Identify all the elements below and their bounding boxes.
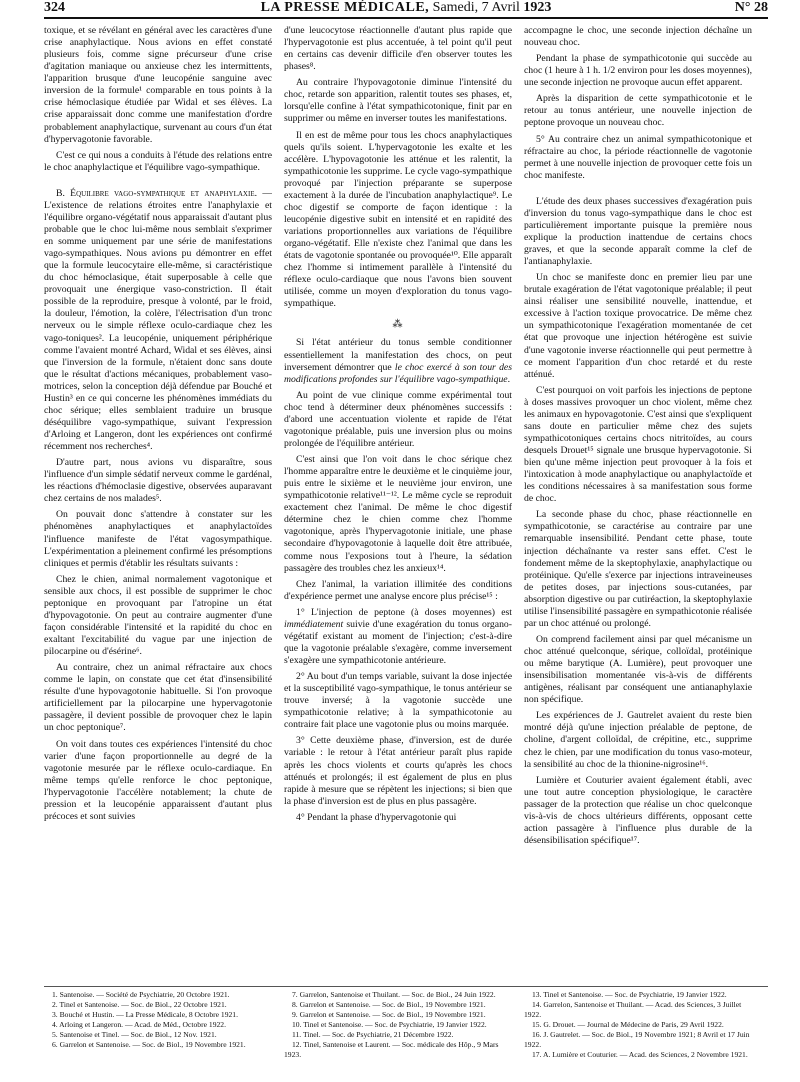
footnote: 3. Bouché et Hustin. — La Presse Médicale, 8 Octobre 1921.	[52, 1010, 239, 1019]
paragraph: 2° Au bout d'un temps variable, suivant la dose injectée et la susceptibilité vago-sympathique, le tonus antérieur se trouve inversé; à la vagotonie succède une sympathicotonie relative; à la sympathicotonie au contraire fait place une vagotonie plus ou moins marquée.	[284, 671, 512, 731]
footnote: 14. Garrelon, Santenoise et Thuilant. — Acad. des Sciences, 3 Juillet 1922.	[524, 1000, 742, 1019]
text-column-3	[524, 25, 752, 985]
footnote: 1. Santenoise. — Société de Psychiatrie, 20 Octobre 1921.	[52, 990, 230, 999]
text-column-1	[44, 25, 272, 985]
page-number: 324	[44, 0, 65, 15]
paragraph: On comprend facilement ainsi par quel mécanisme un choc atténué quelconque, sérique, colloïdal, protéinique ou même barytique (A. Lumière), peut provoquer une insensibilisation momentanée vis-à-vis de différents antigènes, réalisant par conséquent une antianaphylaxie non spécifique.	[524, 633, 752, 706]
paragraph: Pendant la phase de sympathicotonie qui succède au choc (1 heure à 1 h. 1/2 environ pour les doses moyennes), une seconde injection ne provoque aucun effet apparent.	[524, 53, 752, 89]
footnote: 11. Tinel. — Soc. de Psychiatrie, 21 Décembre 1922.	[292, 1030, 454, 1039]
section-asterism: ⁂	[392, 319, 404, 331]
issue-date: Samedi, 7 Avril	[432, 0, 520, 15]
footnote: 15. G. Drouet. — Journal de Médecine de Paris, 29 Avril 1922.	[532, 1020, 724, 1029]
section-heading: B. Équilibre vago-sympathique et anaphylaxie.	[56, 187, 258, 199]
paragraph: Lumière et Couturier avaient également établi, avec une tout autre conception physiologique, le caractère passager de la protection que réalise un choc quelconque vis-à-vis de chocs ultérieurs différents, opposant cette action passagère à l'influence plus durable de la désensibilisation spécifique¹⁷.	[524, 774, 752, 846]
running-title	[44, 0, 768, 16]
footnote-rule	[44, 986, 768, 987]
paragraph: accompagne le choc, une seconde injection déchaîne un nouveau choc.	[524, 25, 752, 49]
footnote: 8. Garrelon et Santenoise. — Soc. de Biol., 19 Novembre 1921.	[292, 1000, 486, 1009]
paragraph: d'une leucocytose réactionnelle d'autant plus rapide que l'hypervagotonie est plus accentuée, à tel point qu'il peut en certains cas devenir difficile d'en observer toutes les phases⁸.	[284, 25, 512, 73]
issue-number: N° 28	[734, 0, 768, 15]
paragraph: Au contraire l'hypovagotonie diminue l'intensité du choc, retarde son apparition, ralentit toutes ses phases, et, lorsqu'elle confine à l'état sympathicotonique, finit par en supprimer ou même en inverser toutes les manifestations.	[284, 77, 512, 125]
paragraph: Il en est de même pour tous les chocs anaphylactiques quels qu'ils soient. L'hypervagotonie les exalte et les accélère. L'hypovagotonie les atténue et les ralentit, la sympathicotonie les supprime. Le cycle vago-sympathique provoqué par l'injection préparante se superpose exactement à la durée de l'incubation anaphylactique⁹. Le choc digestif se comporte de façon identique : la leucopénie digestive subit en intensité et en rapidité des variations proportionnelles aux variations de l'équilibre organo-végétatif. Elle n'existe chez l'animal que dans les états de vagotonie spontanée ou provoquée¹⁰. Elle apparaît chez l'homme si intimement parallèle à l'intensité du réflexe oculo-cardiaque que nous l'avons bien souvent utilisée, comme un moyen d'exploration du tonus vago-sympathique.	[284, 129, 512, 310]
text-column-2	[284, 25, 512, 985]
footnote: 9. Garrelon et Santenoise. — Soc. de Biol., 19 Novembre 1921.	[292, 1010, 486, 1019]
footnote: 13. Tinel et Santenoise. — Soc. de Psychiatrie, 19 Janvier 1922.	[532, 990, 727, 999]
paragraph: Au contraire, chez un animal réfractaire aux chocs comme le lapin, on constate que cet état d'insensibilité résulte d'une hypovagotonie habituelle. Si l'on provoque artificiellement par la pilocarpine une hypervagotonie passagère, il devient possible de provoquer chez le lapin un choc peptonique⁷.	[44, 662, 272, 734]
paragraph: C'est ainsi que l'on voit dans le choc sérique chez l'homme apparaître entre le deuxième et le cinquième jour, puis entre le sixième et le neuvième jour environ, une sympathicotonie relative¹¹⁻¹². Le même cycle se reproduit exactement chez l'animal. De même le choc digestif détermine chez le chien comme chez l'homme vagotonique, après l'hypervagotonie initiale, une phase secondaire d'hypovagotonie à laquelle doit être attribuée, comme nous l'exposions tout à l'heure, la sédation passagère des troubles chez les anxieux¹⁴.	[284, 454, 512, 574]
paragraph: Chez le chien, animal normalement vagotonique et sensible aux chocs, il est possible de supprimer le choc peptonique en provoquant par l'atropine un état d'hypovagotonie. On peut au contraire augmenter d'une façon considérable l'intensité et la rapidité du choc en exaltant l'excitabilité du vague par une injection de pilocarpine ou d'ésérine⁶.	[44, 573, 272, 658]
section-paragraph	[44, 188, 272, 453]
footnote: 5. Santenoise et Tinel. — Soc. de Biol., 12 Nov. 1921.	[52, 1030, 217, 1039]
paragraph: On pouvait donc s'attendre à constater sur les phénomènes anaphylactiques et anaphylactoïdes l'influence manifeste de l'état vagosympathique. L'expérimentation a pleinement confirmé les présomptions cliniques et permis d'établir les résultats suivants :	[44, 509, 272, 569]
paragraph: L'étude des deux phases successives d'exagération puis d'inversion du tonus vago-sympathique dans le choc est particulièrement importante puisque la première nous explique la production inattendue de certains chocs graves, et que la seconde apparaît comme la clef de l'antianaphylaxie.	[524, 195, 752, 268]
paragraph: Au point de vue clinique comme expérimental tout choc tend à déterminer deux phénomènes successifs : d'abord une accentuation violente et rapide de l'état vagotonique préalable, puis une inversion plus ou moins prolongée de l'équilibre antérieur.	[284, 389, 512, 449]
footnote: 7. Garrelon, Santenoise et Thuilant. — Soc. de Biol., 24 Juin 1922.	[292, 990, 496, 999]
paragraph: Les expériences de J. Gautrelet avaient du reste bien montré déjà qu'une injection préalable de peptone, de choline, d'argent colloïdal, de crépitine, etc., supprime chez le chien, par une modification du tonus vaso-moteur, la sensibilité au choc de la thionine-nigrosine¹⁶.	[524, 710, 752, 770]
footnote: 17. A. Lumière et Couturier. — Acad. des Sciences, 2 Novembre 1921.	[532, 1050, 748, 1059]
footnote: 4. Arloing et Langeron. — Acad. de Méd., Octobre 1922.	[52, 1020, 226, 1029]
paragraph-text: — L'existence de relations étroites entre l'anaphylaxie et l'équilibre organo-végétatif nous apparaissait d'autant plus probable que le choc lui-même nous semblait s'exprimer en somme uniquement par une série de manifestations vago-sympathiques. Nous avions pu démontrer en effet que la formule leucocytaire elle-même, si caractéristique du choc hémoclasique, était superposable à celle que provoquait une énergique vaso-constriction. Il était possible de la reproduire, presque à volonté, par le froid, la douleur, l'émotion, la colère, l'électrisation d'un tronc nerveux ou le simple réflexe oculo-cardiaque chez les vago-toniques². La leucopénie, uniquement périphérique comme l'avaient montré Achard, Widal et ses élèves, ainsi que l'inversion de la formule, n'étaient donc sans doute que le résultat d'actions mécaniques, probablement vaso-motrices, selon la conception déjà défendue par Bouché et Hustin³ en ce qui concerne les phénomènes immédiats du choc sérique; elles semblaient traduire un brusque déséquilibre vago-sympathique, suivant l'expression d'Arloing et Langeron, dont les expériences ont confirmé récemment nos recherches⁴.	[44, 187, 272, 453]
paragraph-text: suivie d'une exagération du tonus organo-végétatif existant au moment de l'injection; c'est-à-dire que la vagotonie préalable s'exagère, comme inversement s'exagère une sympathicotonie antérieure.	[284, 618, 512, 666]
emphasis-text: le choc exercé à son tour des modifications profondes sur l'équilibre vago-sympathique	[284, 361, 512, 385]
footnotes-column-3	[524, 990, 752, 1060]
paragraph: La seconde phase du choc, phase réactionnelle en sympathicotonie, se caractérise au contraire par une remarquable insensibilité. Pendant cette phase, toute injection déchaînante va rester sans effet. C'est le fondement même de la skeptophylaxie, anaphylactique ou protéinique. Qu'elle s'exerce par injections intraveineuses de petites doses, par injections sous-cutanées, par absorption digestive ou par cutiréaction, la skeptophylaxie utilise l'insensibilité passagère en sympathicotonie réalisée par un choc atténué ou prolongé.	[524, 509, 752, 629]
paragraph-text: .	[507, 373, 511, 385]
footnote: 12. Tinel, Santenoise et Laurent. — Soc. médicale des Hôp., 9 Mars 1923.	[284, 1040, 499, 1059]
paragraph: toxique, et se révélant en général avec les caractères d'une crise anaphylactique. Nous avions en effet constaté plusieurs fois, comme signe précurseur d'une crise d'agitation maniaque ou anxieuse chez les intermittents, l'apparition brusque d'une leucopénie sanguine avec inversion de la formule¹ comparable en tous points à la crise hémoclasique étudiée par Widal et ses élèves. La crise apparaissait donc comme une manifestation d'ordre probablement anaphylactique, survenant au cours d'un état d'hypervagotonie favorable.	[44, 25, 272, 145]
footnotes-column-1	[44, 990, 272, 1050]
footnote: 2. Tinel et Santenoise. — Soc. de Biol., 22 Octobre 1921.	[52, 1000, 227, 1009]
paragraph: 4° Pendant la phase d'hypervagotonie qui	[296, 811, 457, 823]
paragraph: 5° Au contraire chez un animal sympathicotonique et réfractaire au choc, la période réactionnelle de vagotonie permet à une nouvelle injection de provoquer cette fois un choc manifeste.	[524, 133, 752, 181]
header-rule	[44, 17, 768, 19]
paragraph: Après la disparition de cette sympathicotonie et le retour au tonus antérieur, une nouvelle injection de peptone provoque un nouveau choc.	[524, 93, 752, 129]
paragraph: On voit dans toutes ces expériences l'intensité du choc varier d'une façon proportionnelle au degré de la vagotonie mesurée par le réflexe oculo-cardiaque. En même temps qu'elle renforce le choc peptonique, l'hypervagotonie l'accélère notablement; la chute de pression et la leucopénie apparaissent d'autant plus précoces et sont suivies	[44, 738, 272, 822]
journal-name: LA PRESSE MÉDICALE,	[260, 0, 430, 15]
paragraph: 3° Cette deuxième phase, d'inversion, est de durée variable : le retour à l'état antérieur paraît plus rapide après les chocs violents et courts qu'après les chocs atténués et prolongés; il est également de plus en plus rapide à mesure que se répètent les injections; si bien que la phase d'inversion est de plus en plus passagère.	[284, 735, 512, 807]
paragraph: C'est pourquoi on voit parfois les injections de peptone à doses massives provoquer un choc violent, même chez les animaux en hypovagotonie. C'est ainsi que s'expliquent sans doute en particulier même chez des sujets sympathicotoniques certains chocs nitritoïdes, au cours desquels Drouet¹⁵ signale une brusque hypervagotonie. Si bien qu'une même injection peut provoquer à la fois et l'intoxication à mode anaphylactique ou anaphylactoïde et les conditions nécessaires à sa manifestation sous forme de choc.	[524, 384, 752, 505]
paragraph-text: 1° L'injection de peptone (à doses moyennes) est	[296, 606, 512, 618]
paragraph: Un choc se manifeste donc en premier lieu par une brutale exagération de l'état vagotonique préalable; il peut ainsi réaliser une sensibilité nouvelle, inattendue, et excessive à l'action toxique provocatrice. De même chez un sympathicotonique l'exagération momentanée de cet état que provoque une injection hétérogène est suivie d'une vagotonie inverse réactionnelle qui peut permettre à ce moment l'apparition d'un choc retardé et du reste atténué.	[524, 272, 752, 380]
footnote: 6. Garrelon et Santenoise. — Soc. de Biol., 19 Novembre 1921.	[52, 1040, 246, 1049]
paragraph: D'autre part, nous avions vu disparaître, sous l'influence d'un simple sédatif nerveux comme le gardénal, les réactions d'hémoclasie digestive, observées auparavant chez certains de nos malades⁵.	[44, 457, 272, 505]
footnote: 10. Tinel et Santenoise. — Soc. de Psychiatrie, 19 Janvier 1922.	[292, 1020, 487, 1029]
paragraph: C'est ce qui nous a conduits à l'étude des relations entre le choc anaphylactique et l'équilibre vago-sympathique.	[44, 149, 272, 173]
paragraph: Chez l'animal, la variation illimitée des conditions d'expérience permet une analyse encore plus précise¹⁵ :	[284, 578, 512, 602]
issue-year: 1923	[523, 0, 552, 15]
emphasis-text: immédiatement	[284, 618, 344, 630]
paragraph	[284, 607, 512, 667]
paragraph-text: Si l'état antérieur du tonus semble conditionner essentiellement la manifestation des chocs, on peut inversement démontrer que	[284, 337, 512, 373]
footnotes-column-2	[284, 990, 512, 1060]
paragraph	[284, 337, 512, 385]
footnote: 16. J. Gautrelet. — Soc. de Biol., 19 Novembre 1921; 8 Avril et 17 Juin 1922.	[524, 1030, 750, 1049]
